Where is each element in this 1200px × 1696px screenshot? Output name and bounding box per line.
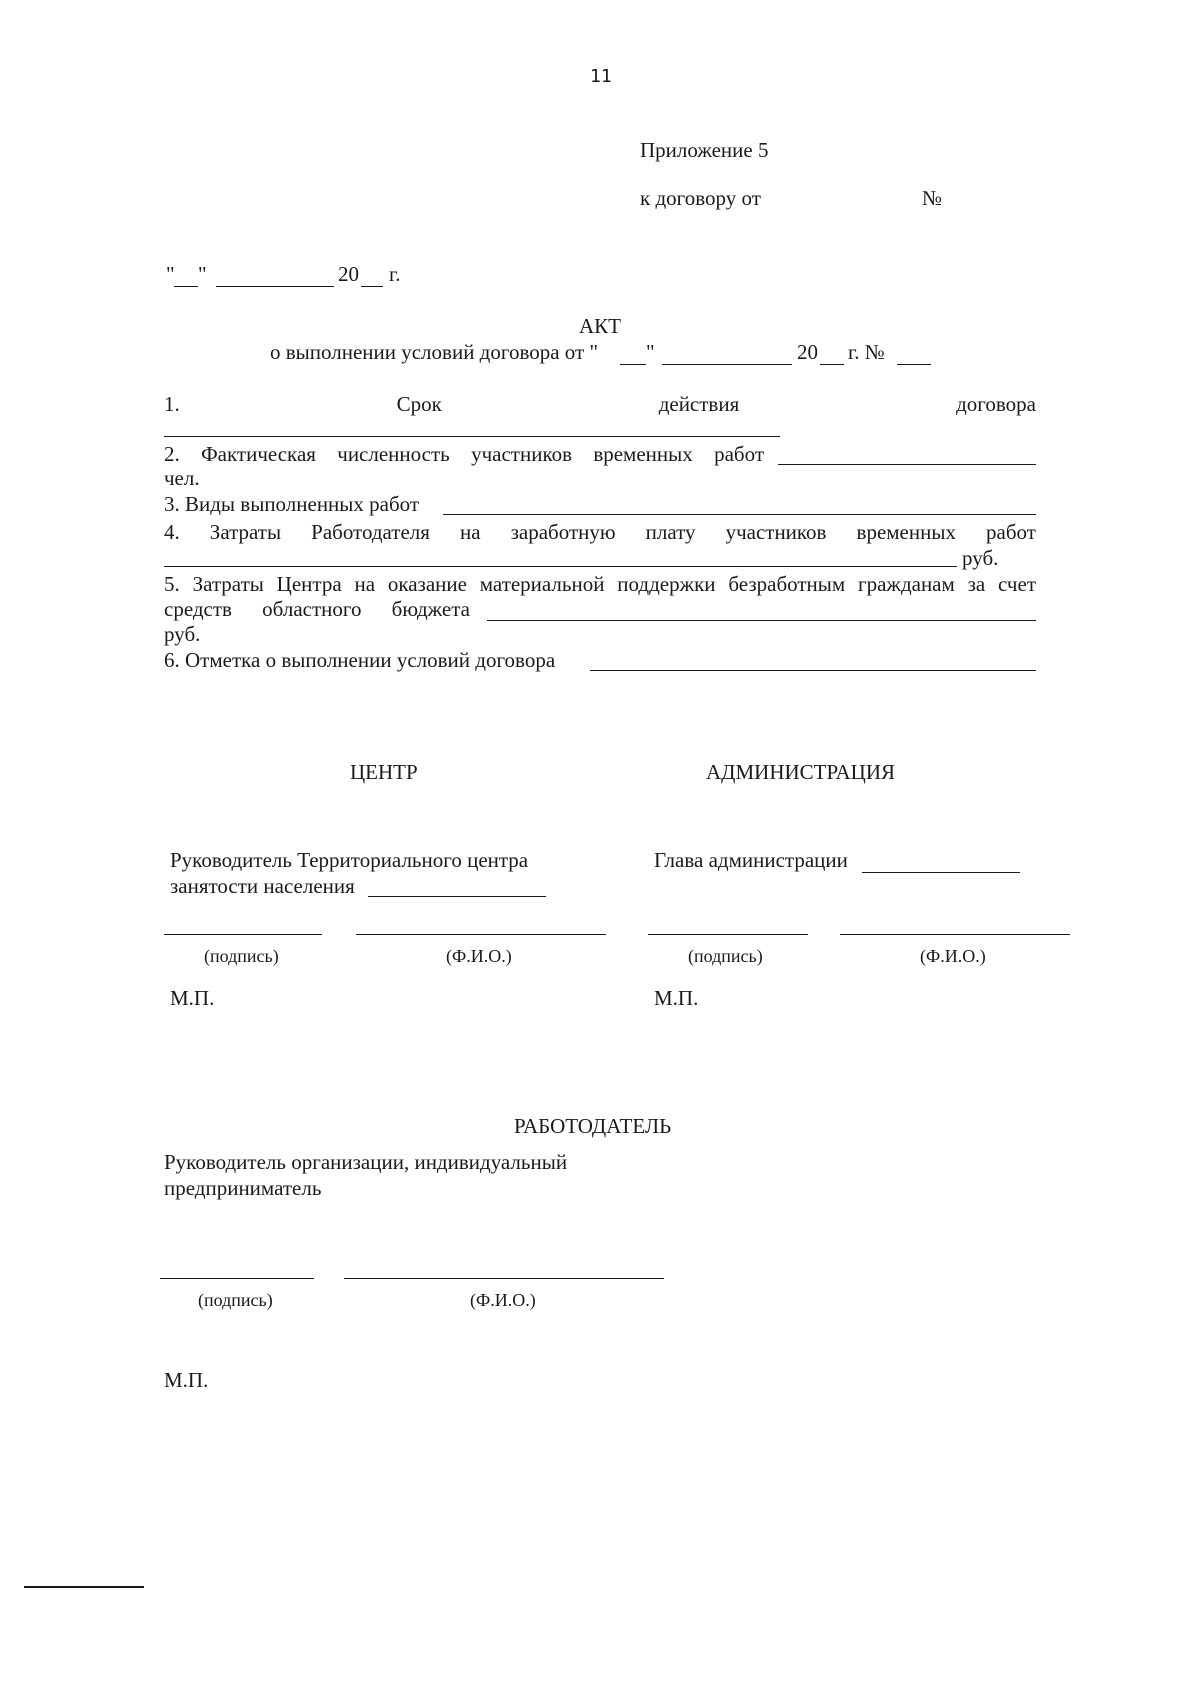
date-year-suffix: г. bbox=[389, 262, 401, 286]
act-year-blank[interactable] bbox=[820, 364, 844, 365]
center-role-blank[interactable] bbox=[368, 896, 546, 897]
center-stamp: М.П. bbox=[170, 986, 215, 1010]
item-4-blank[interactable] bbox=[164, 566, 957, 567]
administration-role: Глава администрации bbox=[654, 848, 848, 872]
administration-stamp: М.П. bbox=[654, 986, 699, 1010]
act-number-blank[interactable] bbox=[897, 364, 931, 365]
item-5-line-2 bbox=[164, 597, 470, 622]
item-5-word: средств bbox=[164, 597, 232, 621]
center-signature-line[interactable] bbox=[164, 934, 322, 935]
item-4-word: 4. bbox=[164, 520, 180, 544]
item-2-text: 2. Фактическая численность участников временных работ bbox=[164, 442, 764, 466]
employer-heading: РАБОТОДАТЕЛЬ bbox=[514, 1114, 672, 1138]
item-3-text: 3. Виды выполненных работ bbox=[164, 492, 420, 516]
item-4-word: временных bbox=[856, 520, 956, 544]
administration-heading: АДМИНИСТРАЦИЯ bbox=[706, 760, 895, 784]
item-4-line bbox=[164, 520, 1036, 545]
item-1-blank[interactable] bbox=[164, 436, 780, 437]
administration-signature-line[interactable] bbox=[648, 934, 808, 935]
item-5-unit: руб. bbox=[164, 622, 201, 646]
center-role-line-1: Руководитель Территориального центра bbox=[170, 848, 529, 872]
item-4-word: заработную bbox=[510, 520, 616, 544]
employer-fio-caption: (Ф.И.О.) bbox=[470, 1290, 536, 1310]
center-role-line-2: занятости населения bbox=[170, 874, 355, 898]
act-subtitle-year-suffix: г. № bbox=[848, 340, 885, 364]
item-6-text: 6. Отметка о выполнении условий договора bbox=[164, 648, 556, 672]
appendix-title: Приложение 5 bbox=[640, 138, 769, 162]
item-4-word: участников bbox=[725, 520, 827, 544]
employer-fio-line[interactable] bbox=[344, 1278, 664, 1279]
administration-fio-line[interactable] bbox=[840, 934, 1070, 935]
administration-fio-caption: (Ф.И.О.) bbox=[920, 946, 986, 966]
item-1-line bbox=[164, 392, 1036, 417]
item-3-blank[interactable] bbox=[443, 514, 1036, 515]
item-4-unit: руб. bbox=[962, 546, 999, 570]
act-title: АКТ bbox=[579, 314, 621, 338]
item-4-word: плату bbox=[645, 520, 696, 544]
act-subtitle-quote: " bbox=[646, 340, 655, 364]
appendix-number-sign: № bbox=[922, 186, 943, 210]
date-quote-close: " bbox=[198, 262, 207, 286]
administration-signature-caption: (подпись) bbox=[688, 946, 763, 966]
item-1-word-2: действия bbox=[658, 392, 740, 416]
employer-signature-caption: (подпись) bbox=[198, 1290, 273, 1310]
item-5-blank[interactable] bbox=[487, 620, 1036, 621]
center-signature-caption: (подпись) bbox=[204, 946, 279, 966]
item-2-blank[interactable] bbox=[778, 464, 1036, 465]
date-year-prefix: 20 bbox=[338, 262, 359, 286]
act-month-blank[interactable] bbox=[662, 364, 792, 365]
date-day-blank[interactable] bbox=[174, 286, 198, 287]
item-6-blank[interactable] bbox=[590, 670, 1036, 671]
administration-role-blank[interactable] bbox=[862, 872, 1020, 873]
date-quote-open: " bbox=[166, 262, 175, 286]
date-month-blank[interactable] bbox=[216, 286, 334, 287]
employer-role-line-1: Руководитель организации, индивидуальный bbox=[164, 1150, 568, 1174]
item-4-word: на bbox=[460, 520, 481, 544]
item-4-word: Затраты bbox=[209, 520, 282, 544]
act-subtitle-year: 20 bbox=[797, 340, 818, 364]
item-1-word-3: договора bbox=[956, 392, 1036, 416]
center-fio-line[interactable] bbox=[356, 934, 606, 935]
act-title-wrap bbox=[0, 314, 1200, 339]
page-number: 11 bbox=[590, 66, 612, 87]
item-5-line-1: 5. Затраты Центра на оказание материальной поддержки безработным гражданам за счет bbox=[164, 572, 1036, 596]
employer-signature-line[interactable] bbox=[160, 1278, 314, 1279]
item-5-word: бюджета bbox=[391, 597, 470, 621]
employer-role-line-2: предприниматель bbox=[164, 1176, 322, 1200]
item-2-unit: чел. bbox=[164, 466, 200, 490]
footnote-separator bbox=[24, 1586, 144, 1588]
item-5-word: областного bbox=[262, 597, 362, 621]
date-year-blank[interactable] bbox=[361, 286, 383, 287]
act-subtitle-prefix: о выполнении условий договора от " bbox=[270, 340, 599, 364]
act-day-blank[interactable] bbox=[620, 364, 646, 365]
appendix-contract-ref: к договору от bbox=[640, 186, 761, 210]
center-fio-caption: (Ф.И.О.) bbox=[446, 946, 512, 966]
center-heading: ЦЕНТР bbox=[350, 760, 418, 784]
item-4-word: Работодателя bbox=[311, 520, 430, 544]
item-1-number: 1. bbox=[164, 392, 180, 416]
employer-stamp: М.П. bbox=[164, 1368, 209, 1392]
item-4-word: работ bbox=[986, 520, 1036, 544]
item-1-word-1: Срок bbox=[396, 392, 442, 416]
